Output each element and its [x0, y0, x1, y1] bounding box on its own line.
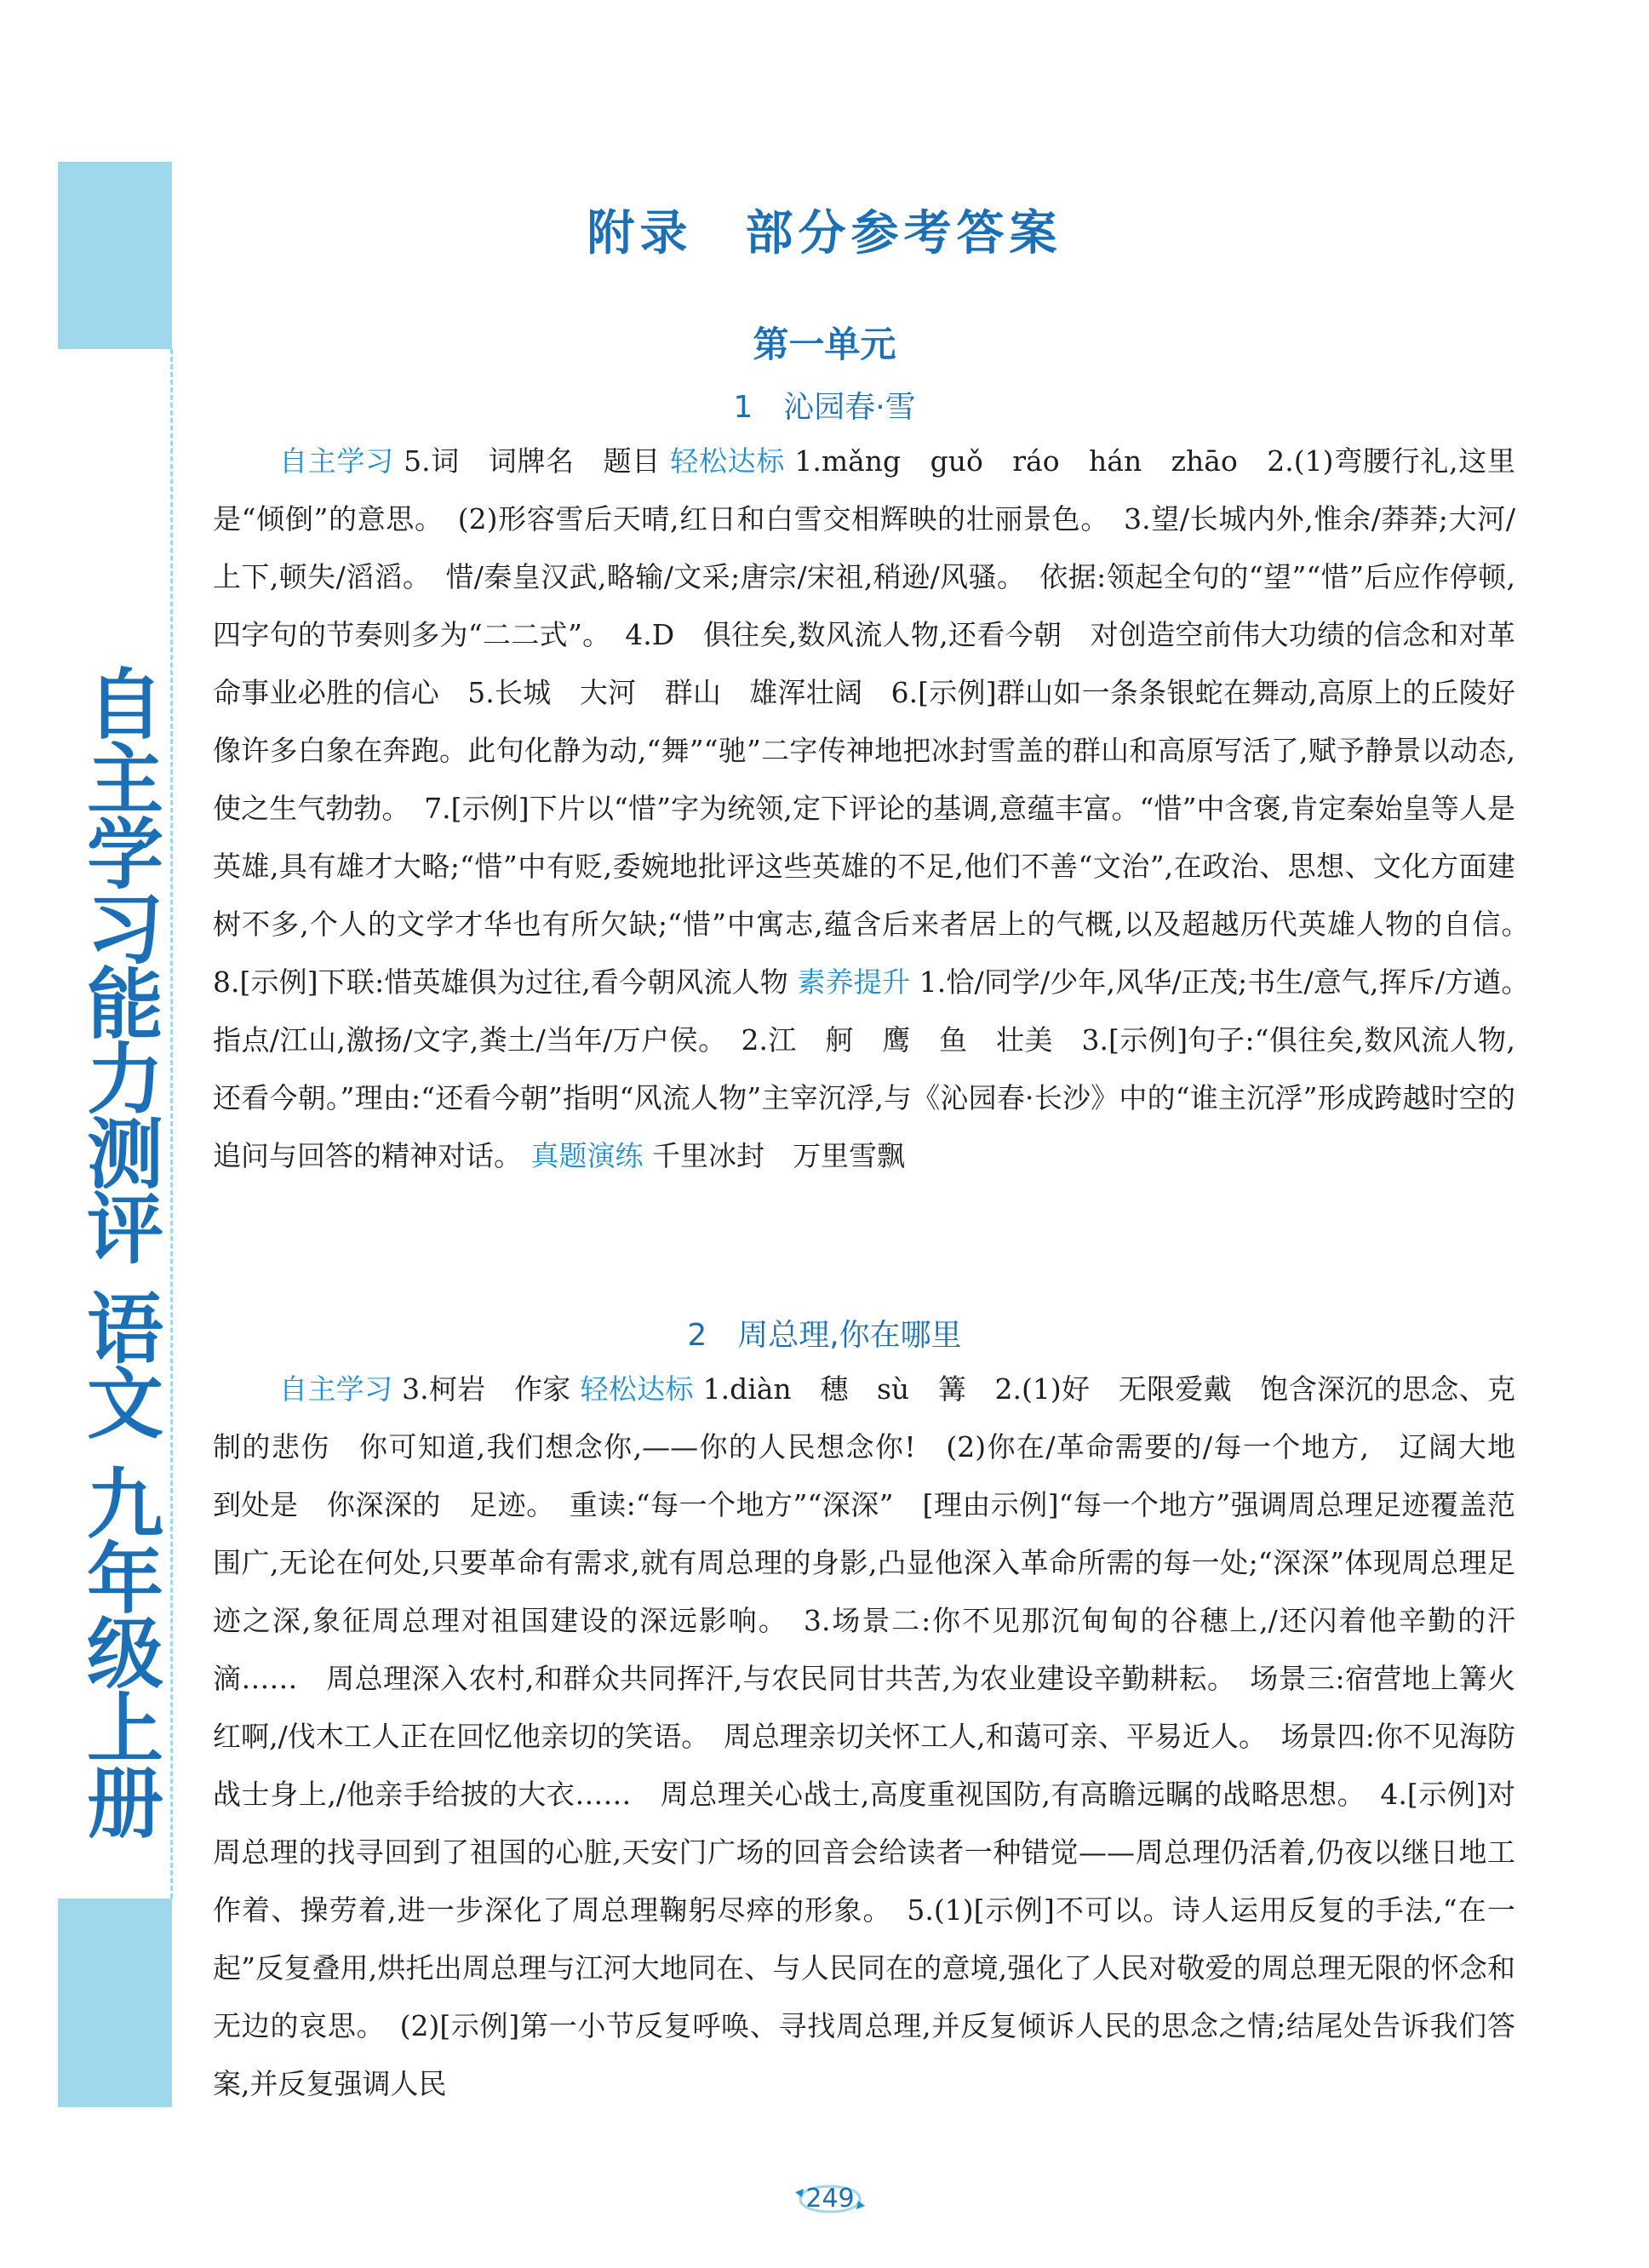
section-tag-zizhu: 自主学习	[279, 444, 394, 478]
lesson-2-title: 2 周总理,你在哪里	[687, 1318, 962, 1353]
section-tag-zhenti: 真题演练	[530, 1139, 644, 1172]
section-tag-qingsong: 轻松达标	[580, 1372, 694, 1406]
sidebar-decor-bottom	[58, 1899, 172, 2107]
unit-title: 第一单元	[753, 324, 896, 365]
book-title-vertical: 自主学习能力测评 语文 九年级上册	[73, 664, 163, 1838]
page-title: 附录 部分参考答案	[587, 206, 1062, 261]
section-tag-qingsong: 轻松达标	[670, 444, 786, 478]
answer-text: 1.diàn 穗 sù 篝 2.(1)好 无限爱戴 饱含深沉的思念、克制的悲伤 你可知道,我们想念你,——你的人民想念你! (2)你在/革命需要的/每一个地方, 辽阔大地 到处是 你深深的 足迹。 重读:“每一个地方”“深深” [理由示例]“每一个地方”强调周总理足迹覆盖范围广,无论在何处,只要革命有需求,就有周总理的身影,凸显他深入革命所需的每一处;“深深”体现周总理足迹之深,象征周总理对祖国建设的深远影响。 3.场景二:你不见那沉甸甸的谷穗上,/还闪着他辛勤的汗滴…… 周总理深入农村,和群众共同挥汗,与农民同甘共苦,为农业建设辛勤耕耘。 场景三:宿营地上篝火红啊,/伐木工人正在回忆他亲切的笑语。 周总理亲切关怀工人,和蔼可亲、平易近人。 场景四:你不见海防战士身上,/他亲手给披的大衣…… 周总理关心战士,高度重视国防,有高瞻远瞩的战略思想。 4.[示例]对周总理的找寻回到了祖国的心脏,天安门广场的回音会给读者一种错觉——周总理仍活着,仍夜以继日地工作着、操劳着,进一步深化了周总理鞠躬尽瘁的形象。 5.(1)[示例]不可以。诗人运用反复的手法,“在一起”反复叠用,烘托出周总理与江河大地同在、与人民同在的意境,强化了人民对敬爱的周总理无限的怀念和无边的哀思。 (2)[示例]第一小节反复呼唤、寻找周总理,并反复倾诉人民的思念之情;结尾处告诉我们答案,并反复强调人民	[213, 1372, 1543, 2100]
answer-text: 3.柯岩 作家	[392, 1372, 581, 1406]
section-tag-suyang: 素养提升	[797, 965, 911, 999]
lesson-2-answers	[213, 1360, 1543, 2113]
answer-text: 1.恰/同学/少年,风华/正茂;书生/意气,挥斥/方遒。 指点/江山,激扬/文字,粪土/当年/万户侯。 2.江 舸 鹰 鱼 壮美 3.[示例]句子:“俱往矣,数风流人物,还看今朝。”理由:“还看今朝”指明“风流人物”主宰沉浮,与《沁园春·长沙》中的“谁主沉浮”形成跨越时空的追问与回答的精神对话。	[213, 965, 1543, 1172]
answer-text: 1.mǎng guǒ ráo hán zhāo 2.(1)弯腰行礼,这里是“倾倒”的意思。 (2)形容雪后天晴,红日和白雪交相辉映的壮丽景色。 3.望/长城内外,惟余/莽莽;大河/上下,顿失/滔滔。 惜/秦皇汉武,略输/文采;唐宗/宋祖,稍逊/风骚。 依据:领起全句的“望”“惜”后应作停顿,四字句的节奏则多为“二二式”。 4.D 俱往矣,数风流人物,还看今朝 对创造空前伟大功绩的信念和对革命事业必胜的信心 5.长城 大河 群山 雄浑壮阔 6.[示例]群山如一条条银蛇在舞动,高原上的丘陵好像许多白象在奔跑。此句化静为动,“舞”“驰”二字传神地把冰封雪盖的群山和高原写活了,赋予静景以动态,使之生气勃勃。 7.[示例]下片以“惜”字为统领,定下评论的基调,意蕴丰富。“惜”中含褒,肯定秦始皇等人是英雄,具有雄才大略;“惜”中有贬,委婉地批评这些英雄的不足,他们不善“文治”,在政治、思想、文化方面建树不多,个人的文学才华也有所欠缺;“惜”中寓志,蕴含后来者居上的气概,以及超越历代英雄人物的自信。 8.[示例]下联:惜英雄俱为过往,看今朝风流人物	[213, 444, 1543, 999]
section-tag-zizhu: 自主学习	[279, 1372, 393, 1406]
page-number-badge	[792, 2175, 868, 2223]
lesson-1-title: 1 沁园春·雪	[733, 390, 916, 425]
answer-text: 5.词 词牌名 题目	[393, 444, 671, 478]
answer-text: 千里冰封 万里雪飘	[643, 1139, 905, 1172]
page-number: 249	[805, 2184, 855, 2214]
lesson-1-answers	[213, 432, 1543, 1185]
